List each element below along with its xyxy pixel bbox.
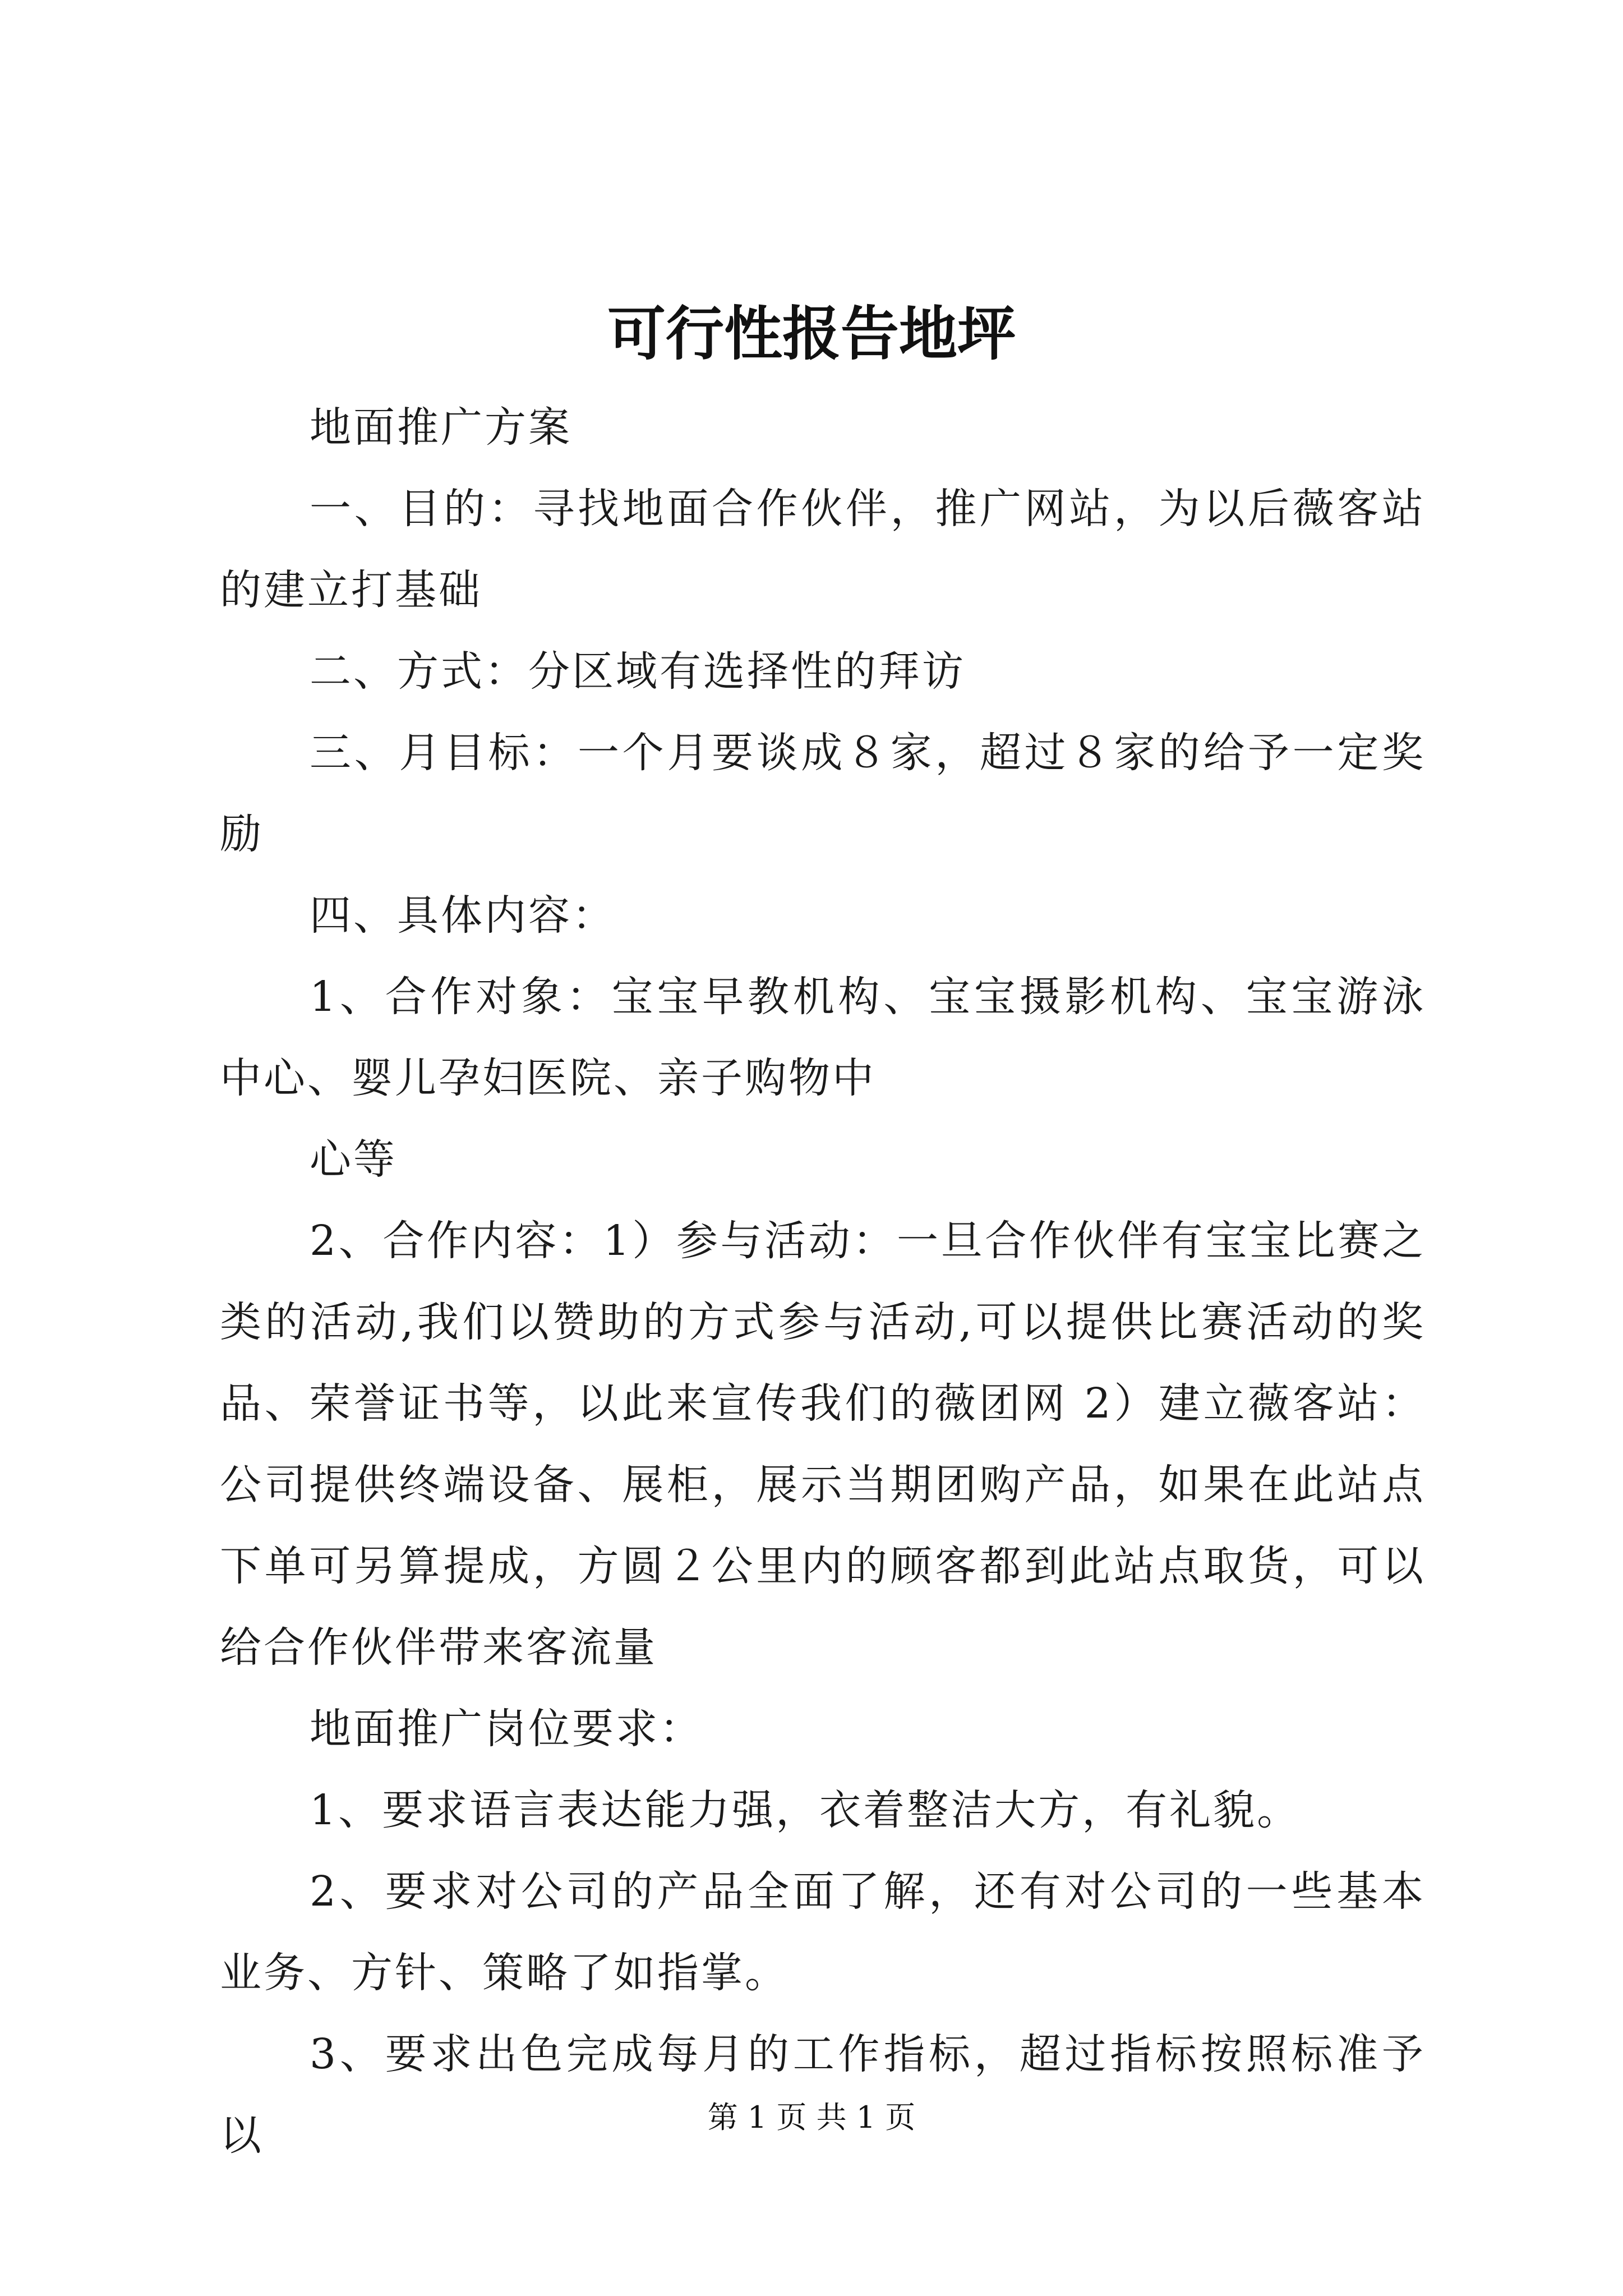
paragraph: 四、具体内容： [310,891,616,940]
paragraph: 心等 [310,1135,397,1184]
paragraph: 地面推广岗位要求： [310,1705,703,1753]
paragraph: 1、合作对象：宝宝早教机构、宝宝摄影机构、宝宝游泳中心、婴儿孕妇医院、亲子购物中 [220,973,1426,1102]
paragraph: 2、要求对公司的产品全面了解，还有对公司的一些基本业务、方针、策略了如指掌。 [220,1867,1426,1997]
paragraph: 一、目的：寻找地面合作伙伴，推广网站，为以后薇客站的建立打基础 [220,485,1426,614]
document-title: 可行性报告地坪 [607,299,1016,368]
paragraph: 地面推广方案 [310,403,572,452]
paragraph: 三、月目标：一个月要谈成８家，超过８家的给予一定奖励 [220,729,1426,858]
paragraph: 2、合作内容：1）参与活动：一旦合作伙伴有宝宝比赛之类的活动,我们以赞助的方式参与活动,可以提供比赛活动的奖品、荣誉证书等，以此来宣传我们的薇团网 2）建立薇客站：公司提供终端设备、展柜，展示当期团购产品，如果在此站点下单可另算提成，方圆２公里内的顾客都到此站点取货，可以给合作伙伴带来客流量 [220,1217,1426,1672]
document-body [220,387,1426,2177]
paragraph: 3、要求出色完成每月的工作指标，超过指标按照标准予以 [220,2030,1426,2160]
paragraph: 1、要求语言表达能力强，衣着整洁大方，有礼貌。 [310,1786,1301,1834]
page-footer: 第 1 页 共 1 页 [707,2100,916,2135]
paragraph: 二、方式：分区域有选择性的拜访 [310,647,966,696]
